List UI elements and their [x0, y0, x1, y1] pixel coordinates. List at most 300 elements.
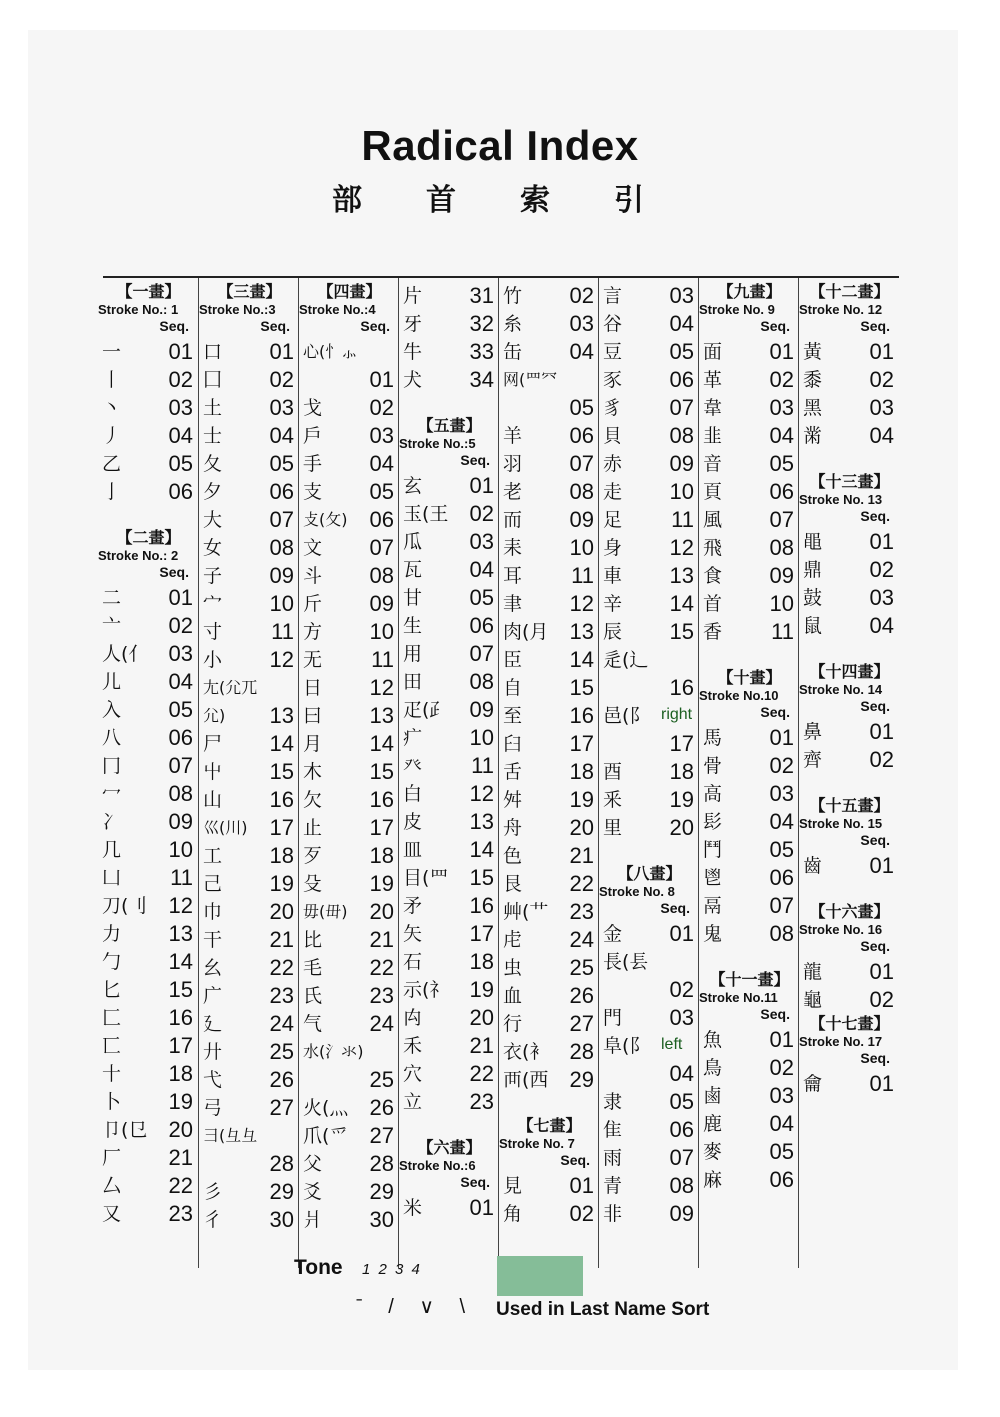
radical-char: 匚	[102, 1007, 122, 1029]
radical-char: 戶	[303, 425, 323, 447]
seq-number: 25	[369, 1067, 394, 1092]
radical-char: 臣	[503, 649, 523, 671]
seq-number: 02	[869, 557, 894, 582]
stroke-number-label: Stroke No.: 2	[98, 548, 179, 563]
radical-entry	[98, 640, 199, 668]
radical-entry	[599, 786, 700, 814]
tone-numbers: 1 2 3 4	[362, 1261, 420, 1278]
seq-number: 11	[371, 647, 394, 672]
radical-entry	[98, 1032, 199, 1060]
seq-number: 02	[669, 977, 694, 1002]
seq-number: 04	[569, 339, 594, 364]
radical-char: 片	[403, 285, 423, 307]
radical-entry	[599, 948, 700, 976]
seq-number: 14	[669, 591, 694, 616]
seq-number: 05	[269, 451, 294, 476]
seq-number: 19	[469, 977, 494, 1002]
radical-char: 刀(刂	[102, 895, 148, 917]
radical-entry	[399, 892, 500, 920]
seq-label: Seq.	[460, 1174, 490, 1190]
seq-number: 08	[469, 669, 494, 694]
radical-column	[598, 278, 700, 1268]
radical-entry	[299, 646, 400, 674]
seq-number: 03	[669, 283, 694, 308]
radical-entry	[299, 338, 400, 366]
seq-number: 17	[669, 731, 694, 756]
seq-number: 06	[669, 367, 694, 392]
radical-entry	[199, 450, 300, 478]
seq-number: 13	[168, 921, 193, 946]
seq-number: 07	[769, 507, 794, 532]
radical-column	[798, 278, 900, 1268]
radical-char: 乙	[102, 453, 122, 475]
seq-number: 21	[269, 927, 294, 952]
page-subtitle: 部首索引	[332, 183, 708, 218]
seq-number: 07	[168, 753, 193, 778]
radical-char: 小	[203, 649, 223, 671]
seq-number: 04	[769, 809, 794, 834]
radical-char: 龠	[803, 1073, 823, 1095]
seq-number: 14	[369, 731, 394, 756]
radical-char: 丨	[102, 369, 122, 391]
stroke-group-title: 【三畫】	[217, 282, 282, 301]
radical-entry	[399, 1088, 500, 1116]
radical-entry	[499, 842, 600, 870]
radical-char: 人(亻	[102, 643, 148, 665]
highlight-legend-swatch	[497, 1256, 583, 1296]
seq-number: 14	[168, 949, 193, 974]
seq-number: 12	[669, 535, 694, 560]
seq-label: Seq.	[760, 704, 790, 720]
radical-entry	[699, 478, 800, 506]
radical-char: 車	[603, 565, 623, 587]
radical-entry	[499, 1172, 600, 1200]
radical-char: 谷	[603, 313, 623, 335]
radical-char: 赤	[603, 453, 623, 475]
seq-number: 06	[168, 479, 193, 504]
radical-entry	[98, 696, 199, 724]
seq-number: 34	[469, 367, 494, 392]
stroke-group-header	[98, 528, 199, 580]
radical-entry	[599, 422, 700, 450]
radical-entry	[799, 366, 900, 394]
seq-number: 16	[669, 675, 694, 700]
radical-char: 宀	[203, 593, 223, 615]
seq-number: 29	[369, 1179, 394, 1204]
seq-number: 01	[769, 1027, 794, 1052]
radical-entry	[299, 702, 400, 730]
radical-entry	[199, 1038, 300, 1066]
radical-entry	[599, 730, 700, 758]
radical-char: 鬲	[703, 895, 723, 917]
radical-entry	[399, 310, 500, 338]
seq-number: 24	[569, 927, 594, 952]
radical-char: 子	[203, 565, 223, 587]
stroke-group-header	[399, 1138, 500, 1190]
seq-number: 11	[671, 507, 694, 532]
radical-entry	[599, 1004, 700, 1032]
tone-marks: ˉ / ∨ \	[356, 1296, 476, 1318]
radical-entry	[699, 892, 800, 920]
radical-char: 麥	[703, 1141, 723, 1163]
radical-char: 无	[303, 649, 323, 671]
radical-char: 卜	[102, 1091, 122, 1113]
radical-entry	[199, 1150, 300, 1178]
radical-char: 玉(王	[403, 503, 449, 525]
radical-char: 巾	[203, 901, 223, 923]
radical-entry	[399, 724, 500, 752]
seq-number: 28	[269, 1151, 294, 1176]
radical-char: 隹	[603, 1119, 623, 1141]
radical-char: 亠	[102, 615, 122, 637]
radical-entry	[199, 590, 300, 618]
radical-entry	[499, 1066, 600, 1094]
radical-entry	[499, 898, 600, 926]
seq-number: 13	[469, 809, 494, 834]
radical-entry	[399, 338, 500, 366]
radical-char: 犬	[403, 369, 423, 391]
seq-number: 03	[669, 1005, 694, 1030]
seq-number: 04	[269, 423, 294, 448]
radical-entry	[399, 366, 500, 394]
seq-number: 02	[369, 395, 394, 420]
seq-label: Seq.	[860, 698, 890, 714]
radical-entry	[199, 478, 300, 506]
radical-char: 匸	[102, 1035, 122, 1057]
stroke-group-title: 【十四畫】	[809, 662, 890, 681]
radical-char: 食	[703, 565, 723, 587]
seq-number: 15	[669, 619, 694, 644]
radical-entry	[98, 1004, 199, 1032]
radical-entry	[399, 864, 500, 892]
radical-char: 瓦	[403, 559, 423, 581]
radical-char: 石	[403, 951, 423, 973]
seq-number: 06	[168, 725, 193, 750]
radical-entry	[499, 702, 600, 730]
seq-number: 04	[669, 1061, 694, 1086]
seq-number: 09	[669, 1201, 694, 1226]
radical-char: 斗	[303, 565, 323, 587]
seq-number: 09	[269, 563, 294, 588]
seq-number: 19	[269, 871, 294, 896]
radical-entry	[699, 366, 800, 394]
seq-number: 06	[769, 1167, 794, 1192]
stroke-group-title: 【七畫】	[517, 1116, 582, 1135]
radical-char: 衣(衤	[503, 1041, 549, 1063]
radical-entry	[699, 1026, 800, 1054]
seq-number: 23	[168, 1201, 193, 1226]
seq-number: 07	[569, 451, 594, 476]
radical-char: 黽	[803, 531, 823, 553]
radical-char: 羽	[503, 453, 523, 475]
seq-number: 10	[269, 591, 294, 616]
radical-char: 雨	[603, 1147, 623, 1169]
seq-number: 01	[869, 1071, 894, 1096]
radical-char: 大	[203, 509, 223, 531]
seq-number: 03	[569, 311, 594, 336]
radical-entry	[299, 870, 400, 898]
radical-entry	[699, 1082, 800, 1110]
radical-entry	[299, 842, 400, 870]
radical-entry	[399, 640, 500, 668]
radical-entry	[199, 422, 300, 450]
seq-number: 09	[369, 591, 394, 616]
radical-char: 髟	[703, 811, 723, 833]
seq-number: 21	[168, 1145, 193, 1170]
radical-entry	[499, 618, 600, 646]
radical-entry	[499, 506, 600, 534]
seq-number: 12	[569, 591, 594, 616]
radical-char: 鼓	[803, 587, 823, 609]
seq-number: 05	[569, 395, 594, 420]
radical-char: 鬼	[703, 923, 723, 945]
radical-char: 首	[703, 593, 723, 615]
radical-char: 豸	[603, 397, 623, 419]
radical-char: 目(罒	[403, 867, 449, 889]
radical-char: 牙	[403, 313, 423, 335]
seq-number: 28	[569, 1039, 594, 1064]
seq-number: 22	[569, 871, 594, 896]
seq-number: 11	[471, 753, 494, 778]
radical-char: 牛	[403, 341, 423, 363]
radical-char: 耒	[503, 537, 523, 559]
radical-entry	[399, 556, 500, 584]
radical-entry	[399, 780, 500, 808]
radical-char: 禾	[403, 1035, 423, 1057]
stroke-number-label: Stroke No.:3	[199, 302, 276, 317]
radical-entry	[199, 814, 300, 842]
radical-char: 用	[403, 643, 423, 665]
seq-number: 04	[168, 669, 193, 694]
radical-entry	[399, 976, 500, 1004]
radical-entry	[499, 534, 600, 562]
radical-entry	[699, 1110, 800, 1138]
radical-entry	[599, 394, 700, 422]
seq-number: 13	[569, 619, 594, 644]
seq-number: 18	[369, 843, 394, 868]
seq-number: 23	[569, 899, 594, 924]
stroke-number-label: Stroke No. 9	[699, 302, 775, 317]
radical-char: 囗	[203, 369, 223, 391]
radical-char: 冫	[102, 811, 122, 833]
radical-char: 肉(月	[503, 621, 549, 643]
seq-number: 15	[569, 675, 594, 700]
radical-entry	[199, 1066, 300, 1094]
radical-char: 里	[603, 817, 623, 839]
radical-entry	[299, 1178, 400, 1206]
seq-label: Seq.	[860, 508, 890, 524]
seq-number: 17	[469, 921, 494, 946]
seq-number: 24	[269, 1011, 294, 1036]
seq-label: Seq.	[860, 938, 890, 954]
radical-char: 入	[102, 699, 122, 721]
stroke-group-header	[799, 796, 900, 848]
radical-char: 龜	[803, 989, 823, 1011]
radical-char: 羊	[503, 425, 523, 447]
radical-entry	[499, 366, 600, 394]
seq-number: 04	[869, 423, 894, 448]
seq-number: 26	[269, 1067, 294, 1092]
radical-char: 鼠	[803, 615, 823, 637]
stroke-number-label: Stroke No. 12	[799, 302, 883, 317]
radical-entry	[499, 450, 600, 478]
radical-char: 弋	[203, 1069, 223, 1091]
radical-char: 至	[503, 705, 523, 727]
seq-number: 16	[269, 787, 294, 812]
radical-entry	[199, 618, 300, 646]
seq-number: 10	[669, 479, 694, 504]
radical-entry	[699, 724, 800, 752]
radical-char: 夂	[203, 453, 223, 475]
radical-entry	[199, 898, 300, 926]
radical-char: 風	[703, 509, 723, 531]
radical-entry	[399, 836, 500, 864]
radical-entry	[399, 282, 500, 310]
radical-entry	[98, 864, 199, 892]
radical-entry	[199, 954, 300, 982]
radical-char: 米	[403, 1197, 423, 1219]
radical-char: 馬	[703, 727, 723, 749]
seq-number: 14	[469, 837, 494, 862]
radical-entry	[499, 478, 600, 506]
radical-entry	[699, 752, 800, 780]
seq-number: 09	[569, 507, 594, 532]
radical-char: 非	[603, 1203, 623, 1225]
radical-char: 走	[603, 481, 623, 503]
radical-char: 襾(西	[503, 1069, 549, 1091]
radical-entry	[399, 612, 500, 640]
seq-number: 18	[269, 843, 294, 868]
radical-char: 鼎	[803, 559, 823, 581]
stroke-group-header	[699, 668, 800, 720]
radical-char: 巛(川)	[203, 818, 248, 837]
radical-entry	[199, 926, 300, 954]
seq-number: 20	[669, 815, 694, 840]
seq-number: 07	[369, 535, 394, 560]
seq-number: 01	[669, 921, 694, 946]
stroke-number-label: Stroke No.:4	[299, 302, 376, 317]
radical-entry	[98, 836, 199, 864]
stroke-group-title: 【十一畫】	[709, 970, 790, 989]
radical-entry	[699, 1166, 800, 1194]
seq-number: 01	[869, 719, 894, 744]
radical-char: 勹	[102, 951, 122, 973]
seq-number: 08	[669, 423, 694, 448]
radical-char: 言	[603, 285, 623, 307]
seq-number: 23	[369, 983, 394, 1008]
radical-char: 二	[102, 587, 122, 609]
radical-entry	[699, 780, 800, 808]
radical-entry	[799, 394, 900, 422]
seq-number: 11	[771, 619, 794, 644]
radical-entry	[199, 702, 300, 730]
seq-number: 02	[269, 367, 294, 392]
seq-number: 06	[769, 865, 794, 890]
radical-char: 鼻	[803, 721, 823, 743]
seq-number: 20	[168, 1117, 193, 1142]
radical-entry	[699, 450, 800, 478]
radical-char: 亅	[102, 481, 122, 503]
stroke-number-label: Stroke No.:5	[399, 436, 476, 451]
seq-number: 15	[168, 977, 193, 1002]
radical-entry	[399, 472, 500, 500]
radical-char: 儿	[102, 671, 122, 693]
stroke-group-header	[299, 282, 400, 334]
radical-char: 皮	[403, 811, 423, 833]
radical-entry	[199, 394, 300, 422]
radical-entry	[199, 338, 300, 366]
radical-entry	[799, 746, 900, 774]
radical-entry	[599, 646, 700, 674]
stroke-group-title: 【十七畫】	[809, 1014, 890, 1033]
radical-entry	[98, 478, 199, 506]
radical-entry	[499, 1038, 600, 1066]
radical-entry	[599, 310, 700, 338]
stroke-group-title: 【五畫】	[417, 416, 482, 435]
seq-number: 30	[269, 1207, 294, 1232]
radical-entry	[699, 590, 800, 618]
radical-char: 疒	[403, 727, 423, 749]
radical-entry	[699, 618, 800, 646]
seq-number: 05	[168, 451, 193, 476]
radical-char: 匕	[102, 979, 122, 1001]
radical-char: 魚	[703, 1029, 723, 1051]
seq-number: 26	[369, 1095, 394, 1120]
seq-number: 09	[469, 697, 494, 722]
radical-char: 厶	[102, 1175, 122, 1197]
radical-char: 鬯	[703, 867, 723, 889]
stroke-number-label: Stroke No. 13	[799, 492, 883, 507]
seq-number: 22	[469, 1061, 494, 1086]
seq-number: 01	[469, 1195, 494, 1220]
radical-char: 己	[203, 873, 223, 895]
radical-char: 疋(⺪	[403, 699, 449, 721]
seq-number: 04	[168, 423, 193, 448]
radical-char: 麻	[703, 1169, 723, 1191]
radical-char: 齒	[803, 855, 823, 877]
radical-entry	[199, 1122, 300, 1150]
radical-column	[198, 278, 300, 1268]
seq-number: 20	[269, 899, 294, 924]
radical-char: 黑	[803, 397, 823, 419]
seq-number: 10	[369, 619, 394, 644]
radical-char: 見	[503, 1175, 523, 1197]
radical-char: 瓜	[403, 531, 423, 553]
seq-number: 03	[769, 395, 794, 420]
radical-char: 豆	[603, 341, 623, 363]
radical-entry	[98, 780, 199, 808]
radical-char: 穴	[403, 1063, 423, 1085]
radical-char: 面	[703, 341, 723, 363]
radical-entry	[299, 982, 400, 1010]
seq-number: 12	[168, 893, 193, 918]
radical-char: 豕	[603, 369, 623, 391]
seq-number: 01	[569, 1173, 594, 1198]
radical-char: 色	[503, 845, 523, 867]
radical-entry	[98, 808, 199, 836]
radical-char: 月	[303, 733, 323, 755]
seq-number: 04	[769, 1111, 794, 1136]
radical-char: 舛	[503, 789, 523, 811]
radical-entry	[98, 948, 199, 976]
seq-number: 21	[569, 843, 594, 868]
radical-entry	[499, 954, 600, 982]
radical-char: 邑(阝	[603, 705, 649, 727]
radical-char: 高	[703, 783, 723, 805]
seq-number: 10	[168, 837, 193, 862]
seq-number: 07	[669, 1145, 694, 1170]
tone-label: Tone	[294, 1256, 343, 1279]
